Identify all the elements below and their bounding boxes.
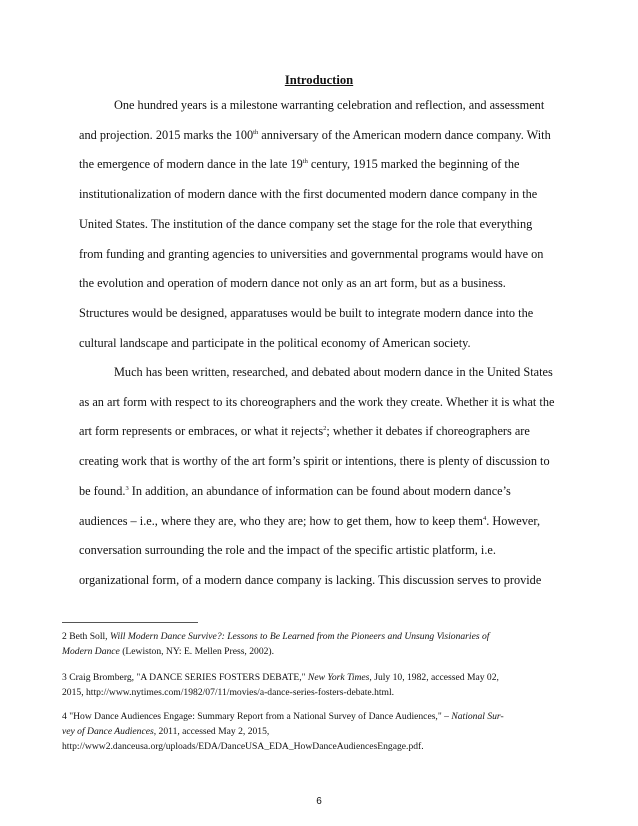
- footnote-line: 3 Craig Bromberg, "A DANCE SERIES FOSTERS DEBATE," New York Times, July 10, 1982, accessed May 02,: [62, 672, 499, 683]
- text-line: institutionalization of modern dance with the first documented modern dance company in the: [79, 187, 538, 202]
- footnote-ref-4[interactable]: 4: [482, 514, 487, 522]
- text-line: the evolution and operation of modern dance not only as an art form, but as a business.: [79, 276, 506, 291]
- citation-title: Modern Dance: [62, 646, 120, 657]
- footnote-url[interactable]: 2015, http://www.nytimes.com/1982/07/11/movies/a-dance-series-fosters-debate.html.: [62, 687, 395, 698]
- text-line: organizational form, of a modern dance company is lacking. This discussion serves to provide: [79, 572, 542, 587]
- superscript-ordinal: th: [253, 128, 259, 136]
- text-line: United States. The institution of the dance company set the stage for the role that everything: [79, 216, 533, 231]
- superscript-ordinal: th: [302, 158, 308, 166]
- text-line: art form represents or embraces, or what it rejects$^2$; whether it debates if choreographers are: [79, 424, 530, 439]
- footnote-4: [62, 709, 562, 754]
- footnote-3: [62, 670, 562, 700]
- text-line: conversation surrounding the role and the impact of the specific artistic platform, i.e.: [79, 543, 496, 558]
- text-line: as an art form with respect to its choreographers and the work they create. Whether it is what the: [79, 394, 555, 409]
- page-number: 6: [316, 796, 322, 807]
- text-line: from funding and granting agencies to universities and governmental programs would have on: [79, 246, 544, 261]
- paragraph-2: [79, 358, 559, 596]
- citation-title: New York Times: [307, 672, 370, 683]
- footnote-line: 2 Beth Soll, Will Modern Dance Survive?: Lessons to Be Learned from the Pioneers and Unsung Visionaries of: [62, 631, 490, 642]
- footnote-line: vey of Dance Audiences, 2011, accessed May 2, 2015,: [62, 726, 270, 737]
- text-line: audiences – i.e., where they are, who they are; how to get them, how to keep them$^4$. However,: [79, 513, 541, 528]
- paragraph-1: [79, 91, 559, 358]
- text-line: One hundred years is a milestone warranting celebration and reflection, and assessment: [114, 98, 545, 112]
- text-line: the emergence of modern dance in the late 19th century, 1915 marked the beginning of the: [79, 157, 520, 172]
- text-line: Much has been written, researched, and debated about modern dance in the United States: [114, 365, 553, 379]
- citation-title: Will Modern Dance Survive?: Lessons to Be Learned from the Pioneers and Unsung Visionaries of: [109, 631, 490, 642]
- citation-title: vey of Dance Audiences: [62, 726, 154, 737]
- footnote-line: 4 "How Dance Audiences Engage: Summary Report from a National Survey of Dance Audiences," – National Sur-: [62, 711, 504, 722]
- footnote-url[interactable]: http://www2.danceusa.org/uploads/EDA/DanceUSA_EDA_HowDanceAudiencesEngage.pdf.: [62, 741, 424, 752]
- text-line: cultural landscape and participate in the political economy of American society.: [79, 335, 471, 350]
- footnote-line: Modern Dance (Lewiston, NY: E. Mellen Press, 2002).: [62, 646, 275, 657]
- footnote-ref-2[interactable]: 2: [323, 425, 327, 433]
- text-line: be found.$^3$ In addition, an abundance of information can be found about modern dance’s: [79, 483, 511, 498]
- footnote-ref-3[interactable]: 3: [125, 484, 129, 492]
- footnote-2: [62, 629, 562, 659]
- text-line: creating work that is worthy of the art form’s spirit or intentions, there is plenty of discussion to: [79, 454, 550, 469]
- text-line: and projection. 2015 marks the 100th anniversary of the American modern dance company. With: [79, 127, 551, 142]
- section-heading: Introduction: [284, 73, 354, 87]
- text-line: Structures would be designed, apparatuses would be built to integrate modern dance into the: [79, 305, 534, 320]
- citation-title: National Sur-: [451, 711, 504, 722]
- footnote-divider: [62, 622, 198, 623]
